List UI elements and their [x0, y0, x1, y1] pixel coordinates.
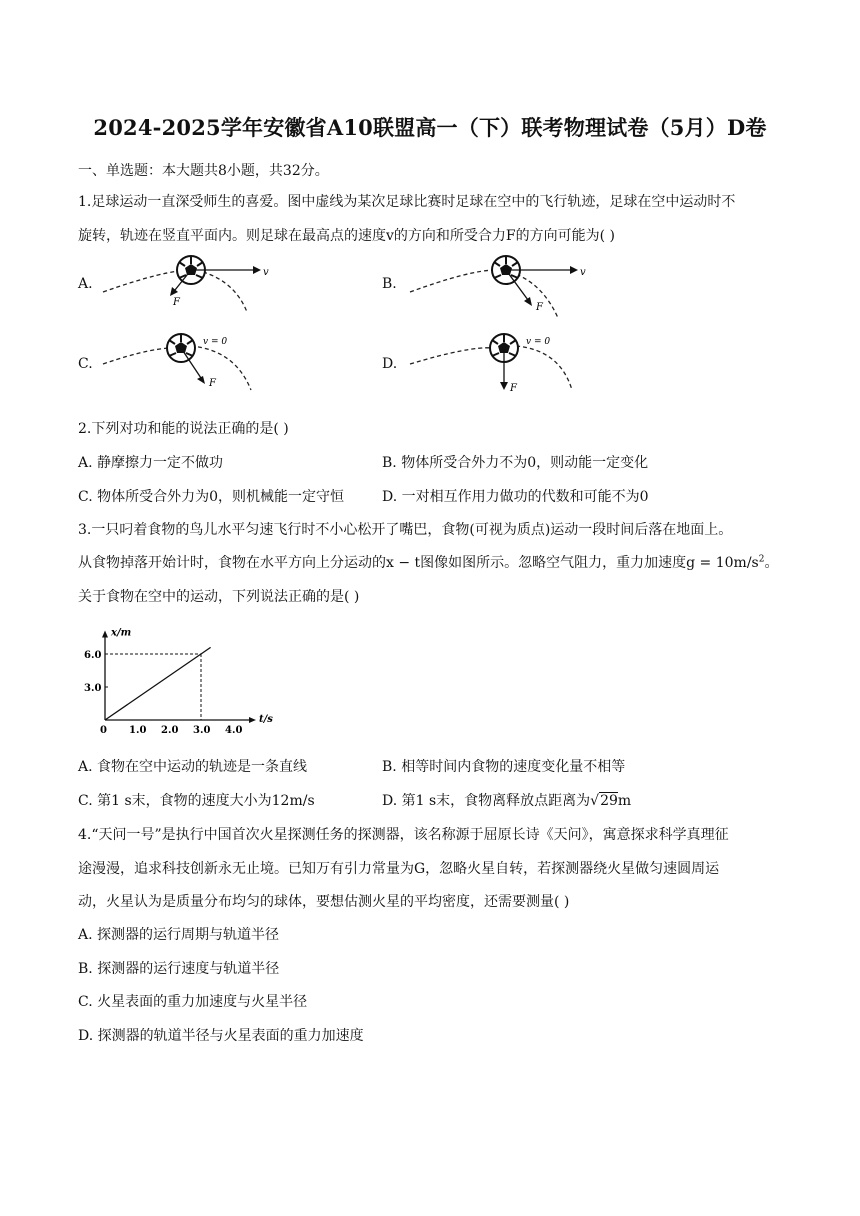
- svg-text:F: F: [173, 297, 180, 308]
- q1-stem-line2: 旋转，轨迹在竖直平面内。则足球在最高点的速度v的方向和所受合力F的方向可能为( ): [78, 228, 615, 244]
- q1-stem-line1: 1.足球运动一直深受师生的喜爱。图中虚线为某次足球比赛时足球在空中的飞行轨迹，足球在空中运动时不: [78, 194, 736, 210]
- x-axis-arrow: [249, 717, 256, 723]
- q3-stem-line3: 关于食物在空中的运动，下列说法正确的是( ): [78, 589, 360, 605]
- q4-stem-line1: 4.“天问一号”是执行中国首次火星探测任务的探测器，该名称源于屈原长诗《天问》，寓意探求科学真理征: [78, 827, 729, 843]
- q4-stem-line2: 途漫漫，追求科技创新永无止境。已知万有引力常量为G，忽略火星自转，若探测器绕火星做匀速圆周运: [78, 861, 720, 877]
- q2-option-c: C. 物体所受合外力为0，则机械能一定守恒: [78, 489, 345, 505]
- q4-option-c: C. 火星表面的重力加速度与火星半径: [78, 994, 308, 1010]
- x-tick-label: 3.0: [193, 725, 211, 736]
- q4-stem-line3: 动，火星认为是质量分布均匀的球体，要想估测火星的平均密度，还需要测量( ): [78, 894, 570, 910]
- q1-option-c-label: C.: [78, 356, 93, 372]
- y-axis-arrow: [102, 631, 108, 638]
- svg-text:v = 0: v = 0: [526, 337, 551, 347]
- series-line: [105, 647, 211, 720]
- x-tick-label: 4.0: [225, 725, 243, 736]
- q2-option-b: B. 物体所受合外力不为0，则动能一定变化: [382, 455, 649, 471]
- svg-text:F: F: [510, 383, 517, 394]
- q1-option-b-label: B.: [382, 276, 397, 292]
- y-tick-label: 6.0: [84, 650, 102, 661]
- sqrt-symbol: √: [590, 793, 600, 809]
- q2-option-a: A. 静摩擦力一定不做功: [78, 455, 224, 471]
- q1-option-d-label: D.: [382, 356, 398, 372]
- q3-option-b: B. 相等时间内食物的速度变化量不相等: [382, 759, 626, 775]
- svg-text:F: F: [536, 302, 543, 313]
- q1-figure-d: [400, 328, 600, 398]
- q3-stem-line2: 从食物掉落开始计时，食物在水平方向上分运动的x − t图像如图所示。忽略空气阻力，重力加速度$g = 10m/s^2$。: [78, 554, 779, 571]
- svg-text:v: v: [263, 267, 269, 278]
- x-tick-label: 0: [100, 725, 107, 736]
- q3-option-d: D. 第1 s末，食物离释放点距离为√29m: [382, 793, 632, 809]
- q1-option-a-label: A.: [78, 276, 93, 292]
- q4-option-a: A. 探测器的运行周期与轨道半径: [78, 927, 280, 943]
- y-tick-label: 3.0: [84, 683, 102, 694]
- y-axis-label: x/m: [111, 627, 132, 639]
- q2-option-d: D. 一对相互作用力做功的代数和可能不为0: [382, 489, 649, 505]
- svg-text:v: v: [580, 267, 586, 278]
- q3-xt-chart: [80, 622, 280, 740]
- q4-option-b: B. 探测器的运行速度与轨道半径: [78, 961, 280, 977]
- q1-figure-a: [95, 248, 295, 328]
- q2-stem: 2.下列对功和能的说法正确的是( ): [78, 421, 289, 437]
- x-axis-label: t/s: [259, 714, 273, 725]
- q4-option-d: D. 探测器的轨道半径与火星表面的重力加速度: [78, 1028, 364, 1044]
- q3-option-a: A. 食物在空中运动的轨迹是一条直线: [78, 759, 308, 775]
- svg-text:F: F: [209, 378, 216, 389]
- q1-figure-c: [95, 328, 295, 398]
- svg-text:v = 0: v = 0: [203, 337, 228, 347]
- q3-stem-line1: 3.一只叼着食物的鸟儿水平匀速飞行时不小心松开了嘴巴，食物(可视为质点)运动一段时间后落在地面上。: [78, 522, 733, 538]
- x-tick-label: 2.0: [161, 725, 179, 736]
- q3-option-c: C. 第1 s末，食物的速度大小为12m/s: [78, 793, 315, 809]
- q1-figure-b: [400, 248, 600, 328]
- page-title: 2024-2025学年安徽省A10联盟高一（下）联考物理试卷（5月）D卷: [93, 115, 767, 140]
- x-tick-label: 1.0: [129, 725, 147, 736]
- section-heading: 一、单选题：本大题共8小题，共32分。: [78, 163, 329, 179]
